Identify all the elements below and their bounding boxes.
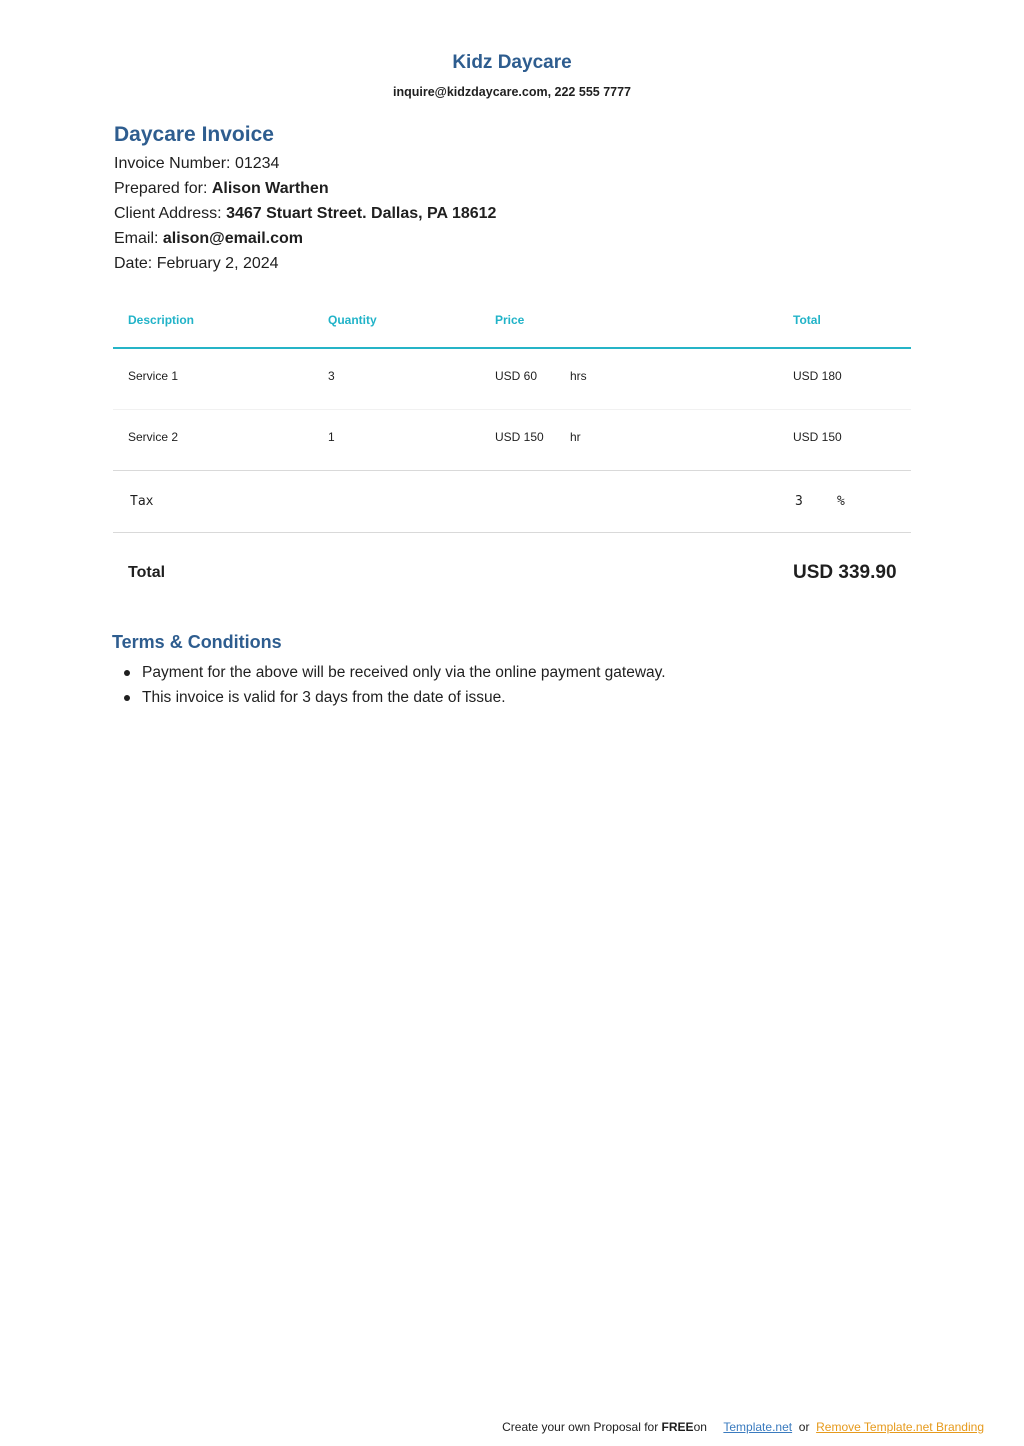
email-line bbox=[114, 230, 303, 248]
invoice-number-line bbox=[114, 155, 279, 173]
footer-or: or bbox=[798, 1420, 810, 1434]
footer-free: FREE bbox=[661, 1420, 694, 1434]
terms-title: Terms & Conditions bbox=[112, 632, 282, 652]
invoice-number-label: Invoice Number: bbox=[114, 155, 231, 172]
row-divider bbox=[113, 409, 911, 410]
list-item bbox=[114, 660, 666, 685]
client-address-line bbox=[114, 205, 496, 223]
prepared-for-name: Alison Warthen bbox=[211, 180, 329, 197]
invoice-number: 01234 bbox=[234, 155, 280, 172]
tax-label: Tax bbox=[130, 494, 154, 509]
prepared-for-line bbox=[114, 180, 329, 198]
tax-unit: % bbox=[837, 494, 845, 509]
row-description: Service 2 bbox=[128, 430, 179, 444]
row-divider bbox=[113, 470, 911, 471]
row-divider bbox=[113, 532, 911, 533]
row-quantity: 3 bbox=[328, 369, 335, 383]
total-label: Total bbox=[128, 564, 166, 581]
client-address-label: Client Address: bbox=[114, 205, 222, 222]
date-label: Date: bbox=[114, 255, 153, 272]
footer-branding bbox=[502, 1420, 984, 1434]
invoice-title: Daycare Invoice bbox=[114, 123, 274, 146]
row-unit: hrs bbox=[570, 369, 587, 383]
bullet-icon bbox=[124, 695, 130, 701]
terms-text: This invoice is valid for 3 days from the date of issue. bbox=[142, 689, 506, 706]
template-net-link[interactable]: Template.net bbox=[723, 1420, 793, 1434]
list-item bbox=[114, 685, 666, 710]
email-label: Email: bbox=[114, 230, 159, 247]
row-price: USD 60 bbox=[495, 369, 538, 383]
row-price: USD 150 bbox=[495, 430, 544, 444]
header-total: Total bbox=[793, 313, 821, 327]
client-address: 3467 Stuart Street. Dallas, PA 18612 bbox=[226, 205, 497, 222]
row-quantity: 1 bbox=[328, 430, 335, 444]
row-unit: hr bbox=[570, 430, 581, 444]
company-name: Kidz Daycare bbox=[452, 52, 572, 73]
row-description: Service 1 bbox=[128, 369, 179, 383]
terms-text: Payment for the above will be received only via the online payment gateway. bbox=[142, 664, 666, 681]
tax-value: 3 bbox=[795, 494, 803, 509]
row-total: USD 150 bbox=[793, 430, 842, 444]
terms-list bbox=[114, 660, 666, 710]
invoice-date: February 2, 2024 bbox=[156, 255, 279, 272]
footer-on: on bbox=[693, 1420, 707, 1434]
header-divider bbox=[113, 347, 911, 349]
client-email: alison@email.com bbox=[162, 230, 303, 247]
header-quantity: Quantity bbox=[328, 313, 377, 327]
remove-branding-link[interactable]: Remove Template.net Branding bbox=[816, 1420, 984, 1434]
bullet-icon bbox=[124, 670, 130, 676]
prepared-for-label: Prepared for: bbox=[114, 180, 208, 197]
total-value: USD 339.90 bbox=[793, 562, 897, 583]
date-line bbox=[114, 255, 279, 273]
header-description: Description bbox=[128, 313, 195, 327]
company-contact: inquire@kidzdaycare.com, 222 555 7777 bbox=[392, 85, 631, 99]
footer-prefix: Create your own Proposal for bbox=[502, 1420, 659, 1434]
row-total: USD 180 bbox=[793, 369, 842, 383]
header-price: Price bbox=[495, 313, 525, 327]
